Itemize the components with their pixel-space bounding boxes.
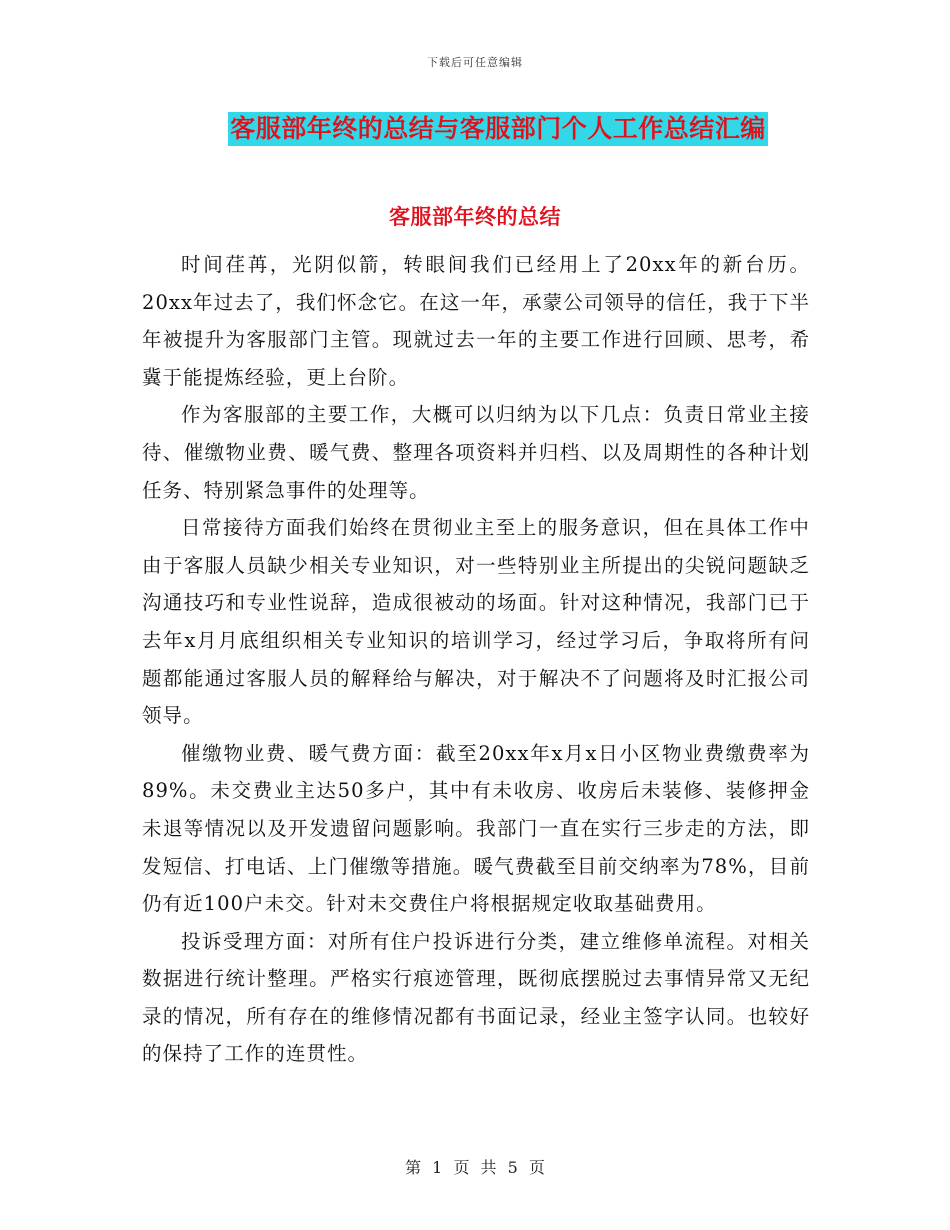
header-note: 下载后可任意编辑 [427, 56, 523, 69]
doc-title-wrap [0, 112, 950, 146]
page-number: 第 1 页 共 5 页 [405, 1158, 545, 1177]
paragraph-4: 催缴物业费、暖气费方面：截至20xx年x月x日小区物业费缴费率为89%。未交费业主达50多户，其中有未收房、收房后未装修、装修押金未退等情况以及开发遗留问题影响。我部门一直在实行三步走的方法，即发短信、打电话、上门催缴等措施。暖气费截至目前交纳率为78%，目前仍有近100户未交。针对未交费住户将根据规定收取基础费用。 [142, 741, 810, 916]
paragraph-3: 日常接待方面我们始终在贯彻业主至上的服务意识，但在具体工作中由于客服人员缺少相关专业知识，对一些特别业主所提出的尖锐问题缺乏沟通技巧和专业性说辞，造成很被动的场面。针对这种情况，我部门已于去年x月月底组织相关专业知识的培训学习，经过学习后，争取将所有问题都能通过客服人员的解释给与解决，对于解决不了问题将及时汇报公司领导。 [142, 516, 810, 728]
section-title: 客服部年终的总结 [389, 204, 561, 229]
paragraph-2: 作为客服部的主要工作，大概可以归纳为以下几点：负责日常业主接待、催缴物业费、暖气费、整理各项资料并归档、以及周期性的各种计划任务、特别紧急事件的处理等。 [142, 403, 810, 502]
document-title: 客服部年终的总结与客服部门个人工作总结汇编 [228, 112, 768, 146]
paragraph-5: 投诉受理方面：对所有住户投诉进行分类，建立维修单流程。对相关数据进行统计整理。严格实行痕迹管理，既彻底摆脱过去事情异常又无纪录的情况，所有存在的维修情况都有书面记录，经业主签字认同。也较好的保持了工作的连贯性。 [142, 929, 810, 1066]
paragraph-1: 时间荏苒，光阴似箭，转眼间我们已经用上了20xx年的新台历。20xx年过去了，我们怀念它。在这一年，承蒙公司领导的信任，我于下半年被提升为客服部门主管。现就过去一年的主要工作进行回顾、思考，希冀于能提炼经验，更上台阶。 [142, 253, 810, 389]
body-text [142, 246, 810, 1073]
